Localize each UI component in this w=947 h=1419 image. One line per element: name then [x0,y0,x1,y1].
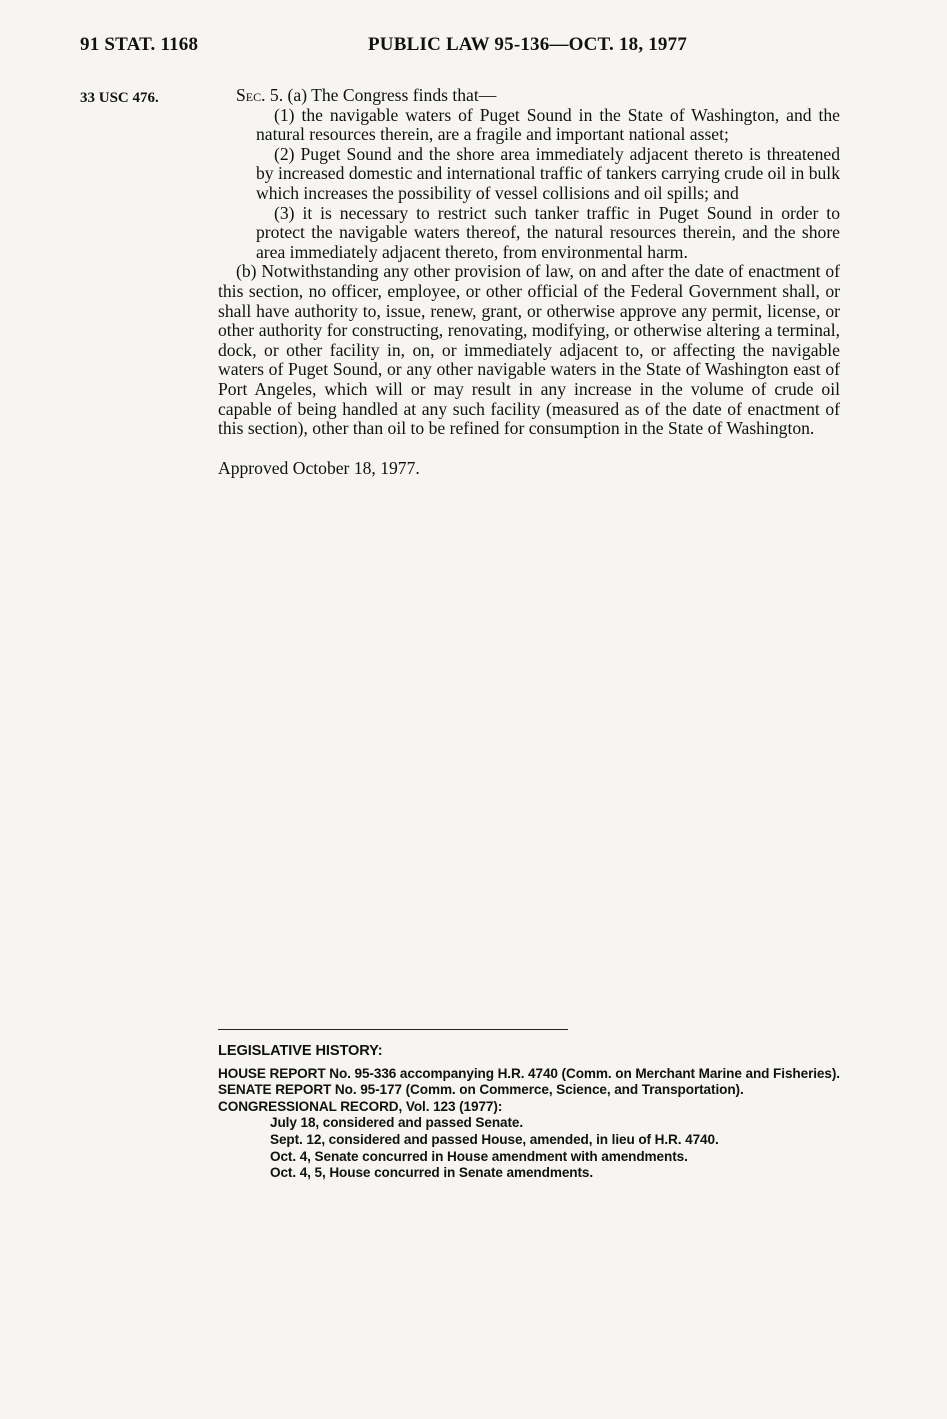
section-body [218,86,840,478]
record-entry: Oct. 4, Senate concurred in House amendment with amendments. [270,1148,688,1164]
page-statute-reference: 91 STAT. 1168 [80,34,199,55]
record-entry: Sept. 12, considered and passed House, amended, in lieu of H.R. 4740. [270,1131,719,1147]
legislative-history-divider [218,1029,568,1030]
legislative-history-heading: LEGISLATIVE HISTORY: [218,1043,383,1059]
finding-2: (2) Puget Sound and the shore area immediately adjacent thereto is threatened by increased domestic and international traffic of tankers carrying crude oil in bulk which increases the possibility of vessel collisions and oil spills; and [256,143,840,203]
record-entry: Oct. 4, 5, House concurred in Senate amendments. [270,1165,594,1181]
house-report: HOUSE REPORT No. 95-336 accompanying H.R. 4740 (Comm. on Merchant Marine and Fisheries). [218,1065,840,1081]
section-intro-line [218,86,840,106]
finding-3: (3) it is necessary to restrict such tanker traffic in Puget Sound in order to protect the navigable waters thereof, the natural resources therein, and the shore area immediately adjacent thereto, from environmental harm. [256,202,840,262]
section-intro: (a) The Congress finds that— [287,85,497,105]
finding-1: (1) the navigable waters of Puget Sound in the State of Washington, and the natural resources therein, are a fragile and important national asset; [256,104,840,145]
legislative-history [218,1043,858,1182]
page-header-title: PUBLIC LAW 95-136—OCT. 18, 1977 [368,34,688,55]
section-label: Sec. 5. [236,85,284,105]
record-entry: July 18, considered and passed Senate. [270,1115,524,1131]
congressional-record: CONGRESSIONAL RECORD, Vol. 123 (1977): [218,1098,503,1114]
margin-citation-note: 33 USC 476. [80,90,159,106]
senate-report: SENATE REPORT No. 95-177 (Comm. on Commerce, Science, and Transportation). [218,1082,744,1098]
paragraph-b: (b) Notwithstanding any other provision of law, on and after the date of enactment of this section, no officer, employee, or other official of the Federal Government shall, or shall have authority to, issue, renew, grant, or otherwise approve any permit, license, or other authority for constructing, renovating, modifying, or otherwise altering a terminal, dock, or other facility in, on, or immediately adjacent to, or affecting the navigable waters of Puget Sound, or any other navigable waters in the State of Washington east of Port Angeles, which will or may result in any increase in the volume of crude oil capable of being handled at any such facility (measured as of the date of enactment of this section), other than oil to be refined for consumption in the State of Washington. [218,261,840,439]
approval-date: Approved October 18, 1977. [218,457,420,478]
